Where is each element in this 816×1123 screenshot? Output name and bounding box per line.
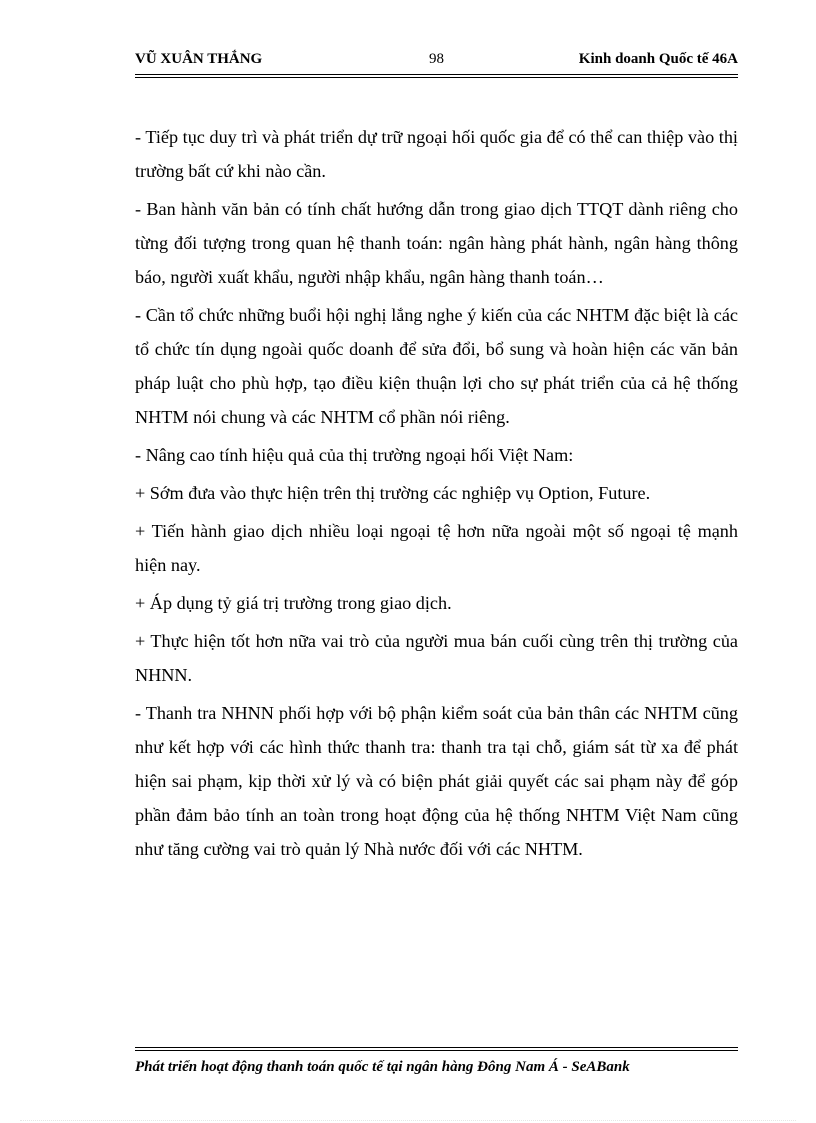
paragraph: - Thanh tra NHNN phối hợp với bộ phận kiểm soát của bản thân các NHTM cũng như kết hợp với các hình thức thanh tra: thanh tra tại chỗ, giám sát từ xa để phát hiện sai phạm, kịp thời xử lý và có biện phát giải quyết các sai phạm này để góp phần đảm bảo tính an toàn trong hoạt động của hệ thống NHTM Việt Nam cũng như tăng cường vai trò quản lý Nhà nước đối với các NHTM. bbox=[135, 703, 738, 859]
paragraph: + Tiến hành giao dịch nhiều loại ngoại tệ hơn nữa ngoài một số ngoại tệ mạnh hiện nay. bbox=[135, 521, 738, 575]
page-edge-dots bbox=[20, 1120, 796, 1121]
paragraph: - Nâng cao tính hiệu quả của thị trường ngoại hối Việt Nam: bbox=[135, 445, 574, 465]
paragraph: + Thực hiện tốt hơn nữa vai trò của người mua bán cuối cùng trên thị trường của NHNN. bbox=[135, 631, 738, 685]
page-body bbox=[135, 120, 738, 870]
header-rule-top bbox=[135, 74, 738, 75]
paragraph: + Áp dụng tỷ giá trị trường trong giao dịch. bbox=[135, 593, 452, 613]
footer-rule-top bbox=[135, 1047, 738, 1048]
header-class: Kinh doanh Quốc tế 46A bbox=[578, 51, 738, 67]
page-header bbox=[135, 48, 738, 72]
paragraph: - Ban hành văn bản có tính chất hướng dẫn trong giao dịch TTQT dành riêng cho từng đối tượng trong quan hệ thanh toán: ngân hàng phát hành, ngân hàng thông báo, người xuất khẩu, người nhập khẩu, ngân hàng thanh toán… bbox=[135, 199, 738, 287]
page-footer bbox=[135, 1057, 738, 1077]
footer-title: Phát triển hoạt động thanh toán quốc tế tại ngân hàng Đông Nam Á - SeABank bbox=[135, 1059, 630, 1075]
paragraph: + Sớm đưa vào thực hiện trên thị trường các nghiệp vụ Option, Future. bbox=[135, 483, 651, 503]
header-page-number: 98 bbox=[429, 51, 444, 67]
footer-rule-bottom bbox=[135, 1050, 738, 1051]
header-author: VŨ XUÂN THẮNG bbox=[135, 51, 263, 67]
paragraph: - Cần tổ chức những buổi hội nghị lắng nghe ý kiến của các NHTM đặc biệt là các tổ chức tín dụng ngoài quốc doanh để sửa đổi, bổ sung và hoàn hiện các văn bản pháp luật cho phù hợp, tạo điều kiện thuận lợi cho sự phát triển của cả hệ thống NHTM nói chung và các NHTM cổ phần nói riêng. bbox=[135, 305, 738, 427]
header-rule-bottom bbox=[135, 77, 738, 78]
paragraph: - Tiếp tục duy trì và phát triển dự trữ ngoại hối quốc gia để có thể can thiệp vào thị trường bất cứ khi nào cần. bbox=[135, 127, 738, 181]
